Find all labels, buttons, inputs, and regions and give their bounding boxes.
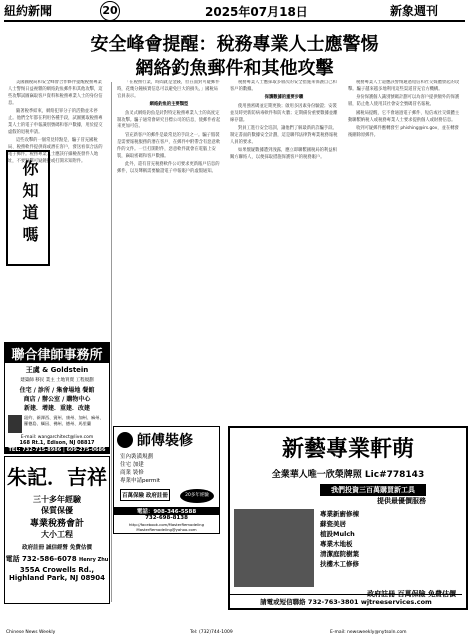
article-column-3 [230,80,338,423]
tax-address-1: 355A Crowells Rd., [19,566,95,574]
page-footer [0,628,469,640]
logo-icon [117,432,133,448]
subheading: 網絡釣魚的主要類型 [149,102,189,108]
newreno-items [314,509,462,587]
tax-ad [4,456,110,604]
service-item: 植設Mulch [320,530,355,538]
paragraph: 稅務專業人士應採取多層次的安全措施來保護自己和客戶的數據。 [230,80,337,92]
paragraph: 身份保護個人識別號碼計劃可以為客戶提供額外的保護層，防止他人使用其社會安全號碼冒名報稅。 [348,95,460,108]
firm-phone: TEL: 732-715-8986 | 609-275-0686 [5,447,109,453]
newreno-phone-line: 請電或短信聯絡 732-763-3801 wjtreeservices.com [230,594,462,608]
firm-email: E-mail: wangarchitect@live.com [20,435,94,440]
newreno-note: 政府註冊 百萬保險 免費估價 [367,590,456,598]
service-item: 專業新廚修棟 [320,510,359,518]
paragraph: 美國國稅局和安全峰會合作夥伴提醒稅務專業人士警惕日益複雜的網絡釣魚郵件和其他攻擊，這些攻擊試圖竊取客戶資料和稅務專業人士的身份信息。 [8,80,103,106]
firm-locations: 紐約、新澤西、賓州、康州、加州、麻州、羅德島、緬因、佛州、德州、馬里蘭 [24,415,104,426]
section-name: 新象週刊 [390,4,439,18]
firm-services-2: 住宅 / 診所 / 集會場地 餐館 [19,387,95,394]
paper-name: 紐約新聞 [4,4,53,18]
issue-date: 2025年07月18日 [205,5,308,19]
service-item: 蘇瓷美居 [320,520,346,528]
service-item: 商業 裝修 [120,470,144,476]
master-badge: 百萬保險 政府註冊 [120,489,170,501]
tax-line-1: 三十多年經驗 [33,495,81,504]
tax-line-3: 專業稅務會計 [29,519,84,529]
firm-services-4: 新建．增建．重建．改建 [23,405,90,412]
did-you-know-title: 你知道嗎 [20,160,39,248]
paragraph: 對員工進行安全培訓，讓他們了解最新的詐騙手段。制定書面的數據安全計劃，這是聯邦法律對專業稅務報稅人員的要求。 [230,125,338,145]
worker-photo [234,509,314,587]
master-phone: 電話：908-346-5588 [114,507,219,515]
tax-contact: Henry Zhu [79,557,109,563]
article-title-line2: 網絡釣魚郵件和其他攻擊 [135,58,334,79]
paragraph: 此外，還有冒充稅務軟件公司要求更新賬戶信息的郵件，以及聲稱需要驗證電子申報賬戶的虛假通知。 [117,161,220,174]
master-email: MasterRemodeling@yahoo.com [136,527,197,532]
footer-right: E-mail: newsweekly@nytsoln.com [330,630,407,635]
paragraph: 魚叉式網絡釣魚是針對特定稅務專業人士的高度定制攻擊。騙子通常會研究目標公司的信息，使郵件看起來更加可信。 [117,110,221,130]
master-remodel-ad [113,426,220,534]
tax-ad-name: 朱記．吉祥 [7,465,107,489]
firm-services-3: 商店 / 辦公室 / 購物中心 [23,396,91,403]
firm-services-1: 建築師 移民 業主 土地買賣 工程規劃 [20,378,94,383]
service-item: 室內裝潢規劃 [120,454,154,460]
paragraph: 如果懷疑數據遭到洩露，應立即聯繫國稅局的利益相關方聯絡人，以便採取措施保護客戶的稅務賬戶。 [230,148,337,161]
newreno-sub: 我們投資三百萬購買新工具 [320,484,426,496]
subheading: 保護數據的重要步驟 [264,95,304,101]
tax-phone-label: 電話 [5,555,20,563]
newreno-tagline: 全業華人唯一欣榮牌照 Lic#778143 [271,470,425,480]
column-divider [111,82,112,602]
footer-center: Tel: (732)744-1009 [190,630,233,635]
tax-address-2: Highland Park, NJ 08904 [9,574,105,582]
paragraph: 冒充新客戶的郵件是最常見的手段之一。騙子假裝是需要報稅服務的潛在客戶，在郵件中附帶含有惡意軟件的文件。一旦打開附件，惡意軟件就會在電腦上安裝，竊取密碼和客戶數據。 [117,132,221,159]
tax-phone-line [5,554,109,564]
firm-address: 168 Rt.1, Edison, NJ 08817 [19,440,95,446]
paragraph: 隨著稅季結束，網絡犯罪分子的活動並未停止。他們全年都在利用各種手段，試圖獲取稅務專業人士的電子申報識別號碼和客戶數據，用於提交虛假的退稅申請。 [8,109,103,135]
service-item: 專業木地板 [320,540,353,548]
master-facebook: http://facebook.com/MasterRemodeling [128,522,205,527]
firm-names: 王虞 & Goldstein [25,366,89,374]
service-item: 住宅 加建 [120,462,144,468]
page-number: 20 [100,1,120,21]
article-title-line1: 安全峰會提醒：稅務專業人士應警惕 [90,34,379,55]
newreno-title: 新藝專業軒萌 [281,436,414,462]
map-icon [8,415,22,433]
paragraph: 國稅局提醒，它不會通過電子郵件、短信或社交媒體主動聯繫納稅人或稅務專業人士要求提供個人或財務信息。 [348,110,460,123]
master-years: 20多年經驗 [180,489,214,503]
article-column-2 [117,80,221,423]
tax-line-5: 政府註冊 誠信經營 免費估價 [22,545,92,551]
firm-ad [4,342,110,454]
page-header [0,0,469,20]
newreno-sub2: 提供最優價服務 [377,497,426,505]
service-item: 扶樓木工修修 [320,560,359,568]
paragraph: 收到可疑郵件應轉發至 phishing@irs.gov，並在轉發後刪除原郵件。 [348,125,459,138]
firm-title: 聯合律師事務所 [5,343,109,363]
footer-left: Chinese News Weekly [6,630,56,635]
tax-line-2: 保質保優 [41,506,73,515]
master-title: 師傅裝修 [137,433,193,449]
tax-phone: 732-586-6078 [22,555,77,563]
master-services [114,453,219,485]
paragraph: 「在稅務行業，時間就是金錢，但在面對可疑郵件時，花幾分鐘核實信息可以避免巨大的損失。」國稅局官員表示。 [117,80,220,99]
paragraph: 稅務專業人士還應該警惕通過短信和社交媒體發起的攻擊。騙子越來越多地利用這些渠道冒充官方機構。 [348,80,460,92]
service-item: 專業申請permit [120,478,161,484]
did-you-know-box [6,150,50,266]
paragraph: 這些攻擊的一個常見特點是，騙子冒充國稅局、稅務軟件提供商或潛在客戶，發送看似合法的電子郵件。稅務專業人士應該仔細檢查發件人地址，不要點擊可疑鏈接或打開未知附件。 [8,138,103,164]
master-phone-2: 732-698-8138 [145,515,188,521]
service-item: 清潔庭院樹葉 [320,550,359,558]
tax-line-4: 大小工程 [41,530,73,539]
header-rule [4,20,465,22]
paragraph: 使用強密碼並定期更換；啟用多因素身份驗證；安裝並及時更新防病毒軟件和防火牆；定期備份重要數據並離線存儲。 [230,103,338,123]
article-column-4 [348,80,462,423]
newreno-ad [228,426,468,610]
